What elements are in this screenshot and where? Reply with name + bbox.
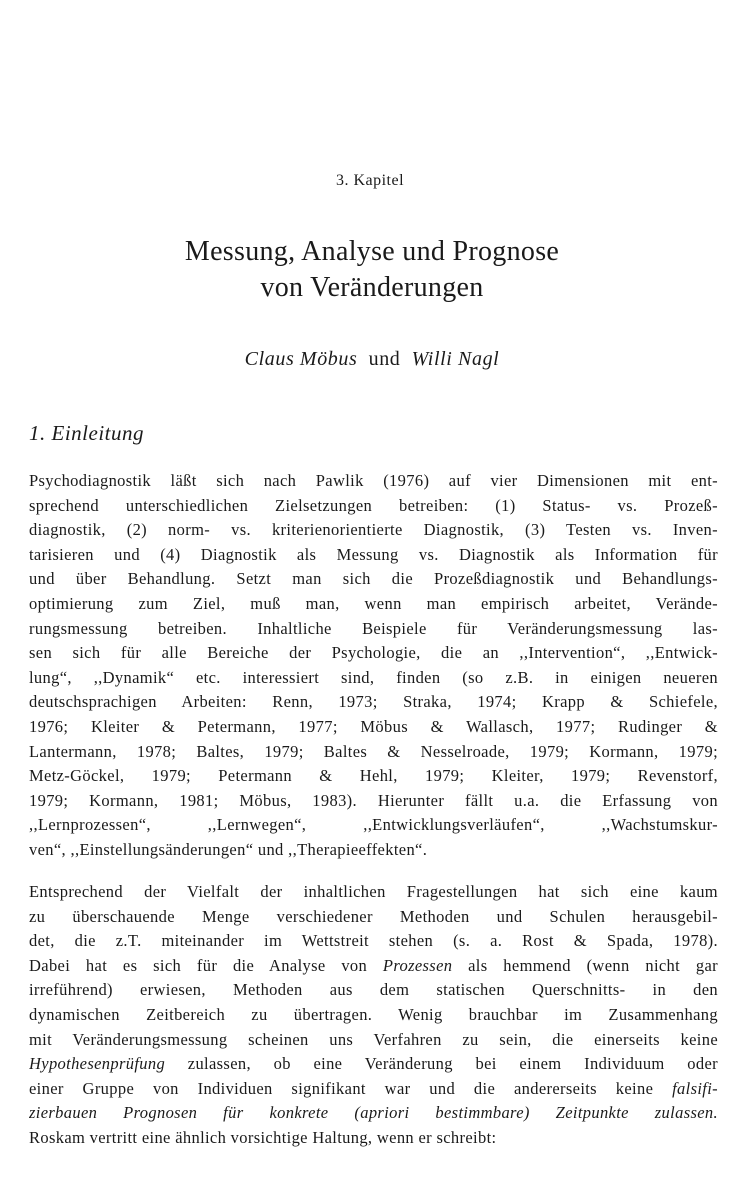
emphasis-prozessen: Prozessen [382, 955, 453, 975]
paragraph-line: ,,Lernprozessen“, ,,Lernwegen“, ,,Entwicklungsverläufen“, ,,Wachstumskur- [29, 815, 718, 835]
paragraph-line: 1976; Kleiter & Petermann, 1977; Möbus & Wallasch, 1977; Rudinger & [29, 716, 718, 736]
text-run: als hemmend (wenn nicht gar [452, 955, 718, 975]
paragraph-line [29, 1052, 718, 1077]
paragraph-line: Psychodiagnostik läßt sich nach Pawlik (1976) auf vier Dimensionen mit ent- [29, 471, 718, 490]
paragraph-line: mit Veränderungsmessung scheinen uns Verfahren zu sein, die einerseits keine [29, 1029, 718, 1049]
author-2: Willi Nagl [411, 348, 500, 370]
paragraph-line: zu überschauende Menge verschiedener Methoden und Schulen herausgebil- [29, 906, 718, 926]
paragraph-line: ven“, ,,Einstellungsänderungen“ und ,,Therapieeffekten“. [29, 839, 428, 859]
paragraph-line [29, 954, 718, 979]
paragraph-2 [29, 880, 718, 1151]
paragraph-line: dynamischen Zeitbereich zu übertragen. Wenig brauchbar im Zusammenhang [29, 1004, 718, 1024]
paragraph-line: Roskam vertritt eine ähnlich vorsichtige Haltung, wenn er schreibt: [29, 1127, 497, 1147]
paragraph-line: 1979; Kormann, 1981; Möbus, 1983). Hierunter fällt u.a. die Erfassung von [29, 790, 718, 810]
paragraph-line: Entsprechend der Vielfalt der inhaltlichen Fragestellungen hat sich eine kaum [29, 882, 718, 901]
text-run: Dabei hat es sich für die Analyse von [29, 955, 383, 975]
chapter-label: 3. Kapitel [335, 172, 405, 189]
text-run: zulassen, ob eine Veränderung bei einem Individuum oder [165, 1054, 718, 1074]
paragraph-line: sen sich für alle Bereiche der Psychologie, die an ,,Intervention“, ,,Entwick- [29, 643, 718, 663]
paragraph-line: Lantermann, 1978; Baltes, 1979; Baltes & Nesselroade, 1979; Kormann, 1979; [29, 741, 718, 761]
authors-conjunction: und [368, 348, 401, 370]
paragraph-line: lung“, ,,Dynamik“ etc. interessiert sind, finden (so z.B. in einigen neueren [29, 667, 718, 687]
emphasis-hypothesenpruefung: Hypothesenprüfung [29, 1054, 166, 1074]
chapter-title [0, 234, 744, 306]
emphasis-falsifizierbaren: falsifi- [672, 1078, 718, 1098]
paragraph-line: Metz-Göckel, 1979; Petermann & Hehl, 1979; Kleiter, 1979; Revenstorf, [29, 766, 718, 786]
paragraph-line: und über Behandlung. Setzt man sich die Prozeßdiagnostik und Behandlungs- [29, 569, 718, 589]
paragraph-line: tarisieren und (4) Diagnostik als Messung vs. Diagnostik als Information für [29, 544, 718, 564]
paragraph-line: det, die z.T. miteinander im Wettstreit stehen (s. a. Rost & Spada, 1978). [29, 931, 718, 951]
text-run: einer Gruppe von Individuen signifikant war und die andererseits keine [29, 1078, 673, 1098]
paragraph-line: rungsmessung betreiben. Inhaltliche Beispiele für Veränderungsmessung las- [29, 618, 718, 638]
chapter-title-line-1: Messung, Analyse und Prognose [184, 236, 560, 267]
paragraph-line [29, 1077, 718, 1102]
paragraph-line: diagnostik, (2) norm- vs. kriterienorientierte Diagnostik, (3) Testen vs. Inven- [29, 520, 718, 540]
paragraph-line: sprechend unterschiedlichen Zielsetzungen betreiben: (1) Status- vs. Prozeß- [29, 495, 718, 515]
author-1: Claus Möbus [244, 348, 358, 370]
paragraph-line: deutschsprachigen Arbeiten: Renn, 1973; Straka, 1974; Krapp & Schiefele, [29, 692, 718, 712]
chapter-title-line-2: von Veränderungen [260, 272, 484, 303]
emphasis-prognosen: zierbauen Prognosen für konkrete (apriori bestimmbare) Zeitpunkte zulassen. [29, 1103, 718, 1123]
section-heading: 1. Einleitung [29, 421, 144, 445]
paragraph-line [29, 1101, 718, 1126]
paragraph-line: irreführend) erwiesen, Methoden aus dem statischen Querschnitts- in den [29, 980, 718, 1000]
paragraph-1 [29, 469, 718, 863]
authors-line [0, 348, 744, 371]
paragraph-line: optimierung zum Ziel, muß man, wenn man empirisch arbeitet, Verände- [29, 593, 718, 613]
